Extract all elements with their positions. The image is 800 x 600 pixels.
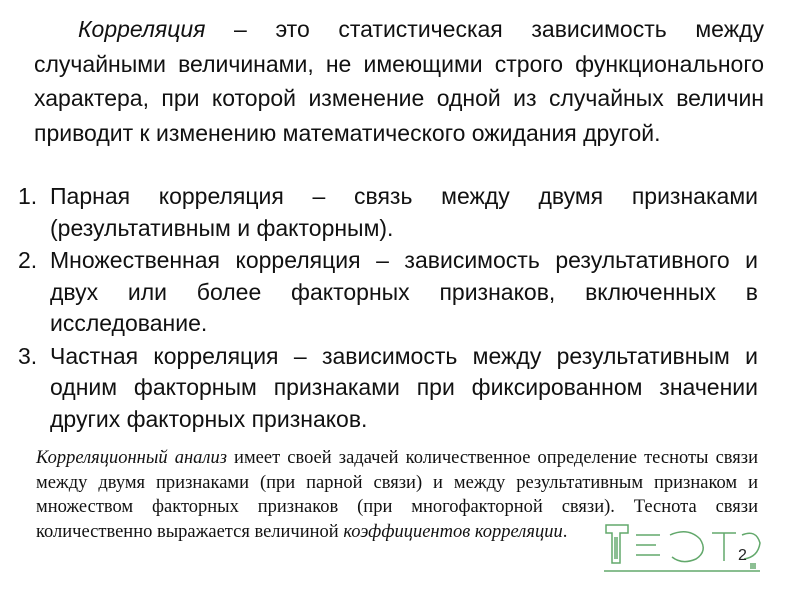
list-item-number: 1. <box>18 183 38 209</box>
analysis-emphasis: коэффициентов корреляции <box>343 521 563 542</box>
list-item-text: Парная корреляция – связь между двумя признаками (результативным и факторным). <box>50 183 758 241</box>
list-item-number: 3. <box>18 342 38 369</box>
definition-term: Корреляция <box>78 16 206 42</box>
correlation-types-list <box>18 181 758 436</box>
list-item <box>18 245 758 340</box>
analysis-text: имеет своей задачей количественное определение тесноты связи между двумя признаками (при парной связи) и между результативным признаком и множеством факторных признаков (при многофакторной связи). Теснота связи количественно выражается величиной <box>36 448 759 542</box>
definition-paragraph <box>34 12 764 150</box>
list-item-number: 2. <box>18 247 38 273</box>
list-item-text: Частная корреляция – зависимость между результативным и одним факторным признаками при фиксированном значении других факторных признаков. <box>50 342 758 432</box>
list-item <box>18 181 758 244</box>
analysis-term: Корреляционный анализ <box>36 448 227 468</box>
definition-text: – это статистическая зависимость между случайными величинами, не имеющими строго функционального характера, при которой изменение одной из случайных величин приводит к изменению математического ожидания другой. <box>34 16 764 146</box>
list-item-text: Множественная корреляция – зависимость результативного и двух или более факторных признаков, включенных в исследование. <box>50 247 758 336</box>
analysis-end: . <box>562 521 568 542</box>
page-number: 2 <box>738 547 747 564</box>
list-item <box>18 341 758 436</box>
